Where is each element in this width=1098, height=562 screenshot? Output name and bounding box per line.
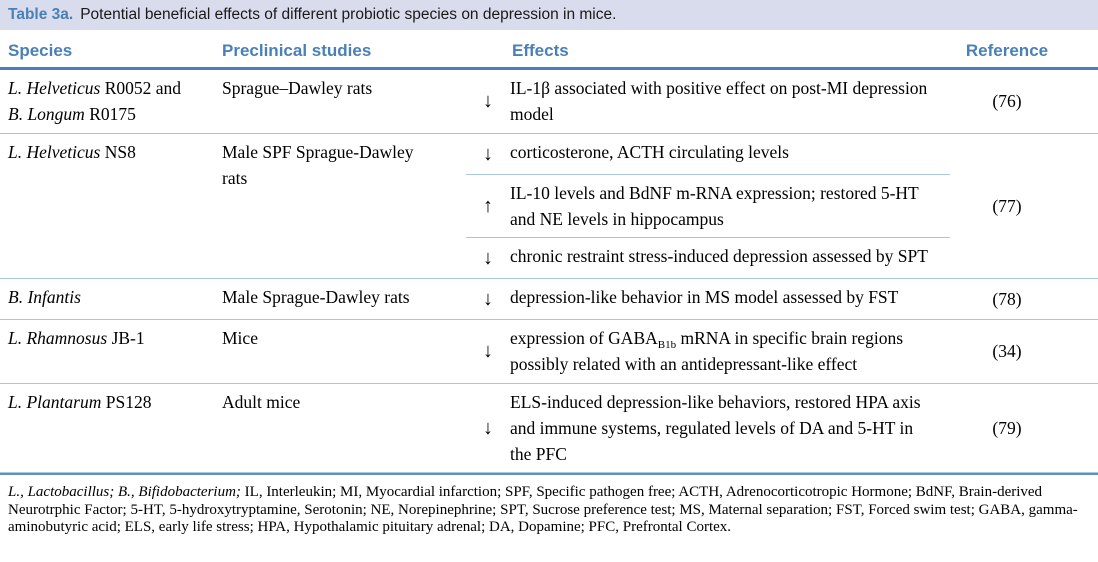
effect-item — [466, 384, 950, 473]
effects-cell — [466, 134, 950, 279]
down-arrow-icon: ↓ — [483, 288, 493, 310]
column-header-species: Species — [8, 41, 73, 60]
preclinical-cell: Male SPF Sprague-Dawley rats — [222, 141, 414, 188]
effect-item — [466, 237, 950, 278]
table-row — [0, 279, 1098, 320]
table-footnote: L., Lactobacillus; B., Bifidobacterium; IL, Interleukin; MI, Myocardial infarction; SPF, Specific pathogen free; ACTH, Adrenocorticotropic Hormone; BdNF, Brain-derived Neurotrphic Factor; 5-HT, 5-hydroxytryptamine, Serotonin; NE, Norepinephrine; SPT, Sucrose preference test; MS, Maternal separation; FST, Forced swim test; GABA, gamma-aminobutyric acid; ELS, early life stress; HPA, Hypothalamic pituitary adrenal; DA, Dopamine; PFC, Prefrontal Cortex. — [8, 484, 1078, 536]
down-arrow-icon: ↓ — [483, 416, 493, 439]
species-cell: L. Helveticus NS8 — [8, 141, 136, 162]
table-row — [0, 134, 1098, 280]
preclinical-cell: Adult mice — [222, 391, 301, 412]
down-arrow-icon: ↓ — [483, 142, 493, 165]
preclinical-cell: Male Sprague-Dawley rats — [222, 287, 410, 307]
down-arrow-icon: ↓ — [483, 340, 493, 363]
down-arrow-icon: ↓ — [483, 90, 493, 113]
effect-item — [466, 134, 950, 174]
effect-text: IL-10 levels and BdNF m-RNA expression; restored 5-HT and NE levels in hippocampus — [510, 182, 919, 229]
table-number-label: Table 3a. — [8, 6, 74, 23]
reference-cell: (78) — [992, 288, 1022, 309]
preclinical-cell: Mice — [222, 328, 258, 348]
species-cell: L. Plantarum PS128 — [8, 391, 152, 412]
reference-cell: (77) — [992, 195, 1022, 216]
effect-text: depression-like behavior in MS model assessed by FST — [510, 287, 899, 307]
species-cell: L. Rhamnosus JB-1 — [8, 328, 145, 348]
reference-cell: (76) — [992, 91, 1022, 112]
effects-cell — [466, 320, 950, 383]
effect-item — [466, 70, 950, 133]
effects-cell — [466, 384, 950, 473]
effects-cell — [466, 70, 950, 133]
column-header-preclinical: Preclinical studies — [222, 41, 372, 60]
reference-cell: (34) — [992, 341, 1022, 362]
table-caption: Potential beneficial effects of different probiotic species on depression in mice. — [80, 6, 617, 23]
effect-text: chronic restraint stress-induced depression assessed by SPT — [510, 246, 928, 266]
down-arrow-icon: ↓ — [483, 247, 493, 269]
effect-text: expression of $GABA_{B1b}$ mRNA in specific brain regions possibly related with an antidepressant-like effect — [510, 328, 904, 375]
species-cell: B. Infantis — [8, 287, 81, 307]
effects-cell — [466, 279, 950, 319]
reference-cell: (79) — [992, 417, 1022, 438]
table-row — [0, 320, 1098, 384]
effect-item — [466, 174, 950, 238]
column-header-row — [0, 30, 1098, 67]
column-header-reference: Reference — [965, 41, 1049, 60]
table-row — [0, 70, 1098, 134]
table-row — [0, 384, 1098, 474]
up-arrow-icon: ↑ — [483, 194, 493, 217]
effect-text: IL-1β associated with positive effect on post-MI depression model — [510, 78, 928, 125]
column-header-effects: Effects — [512, 41, 569, 60]
preclinical-cell: Sprague–Dawley rats — [222, 78, 373, 98]
effect-item — [466, 320, 950, 383]
table-title-bar — [0, 0, 1098, 30]
effect-text: ELS-induced depression-like behaviors, restored HPA axis and immune systems, regulated levels of DA and 5-HT in the PFC — [510, 391, 921, 464]
effect-item — [466, 279, 950, 319]
effect-text: corticosterone, ACTH circulating levels — [510, 141, 789, 162]
species-cell: L. Helveticus R0052 and B. Longum R0175 — [8, 78, 182, 125]
